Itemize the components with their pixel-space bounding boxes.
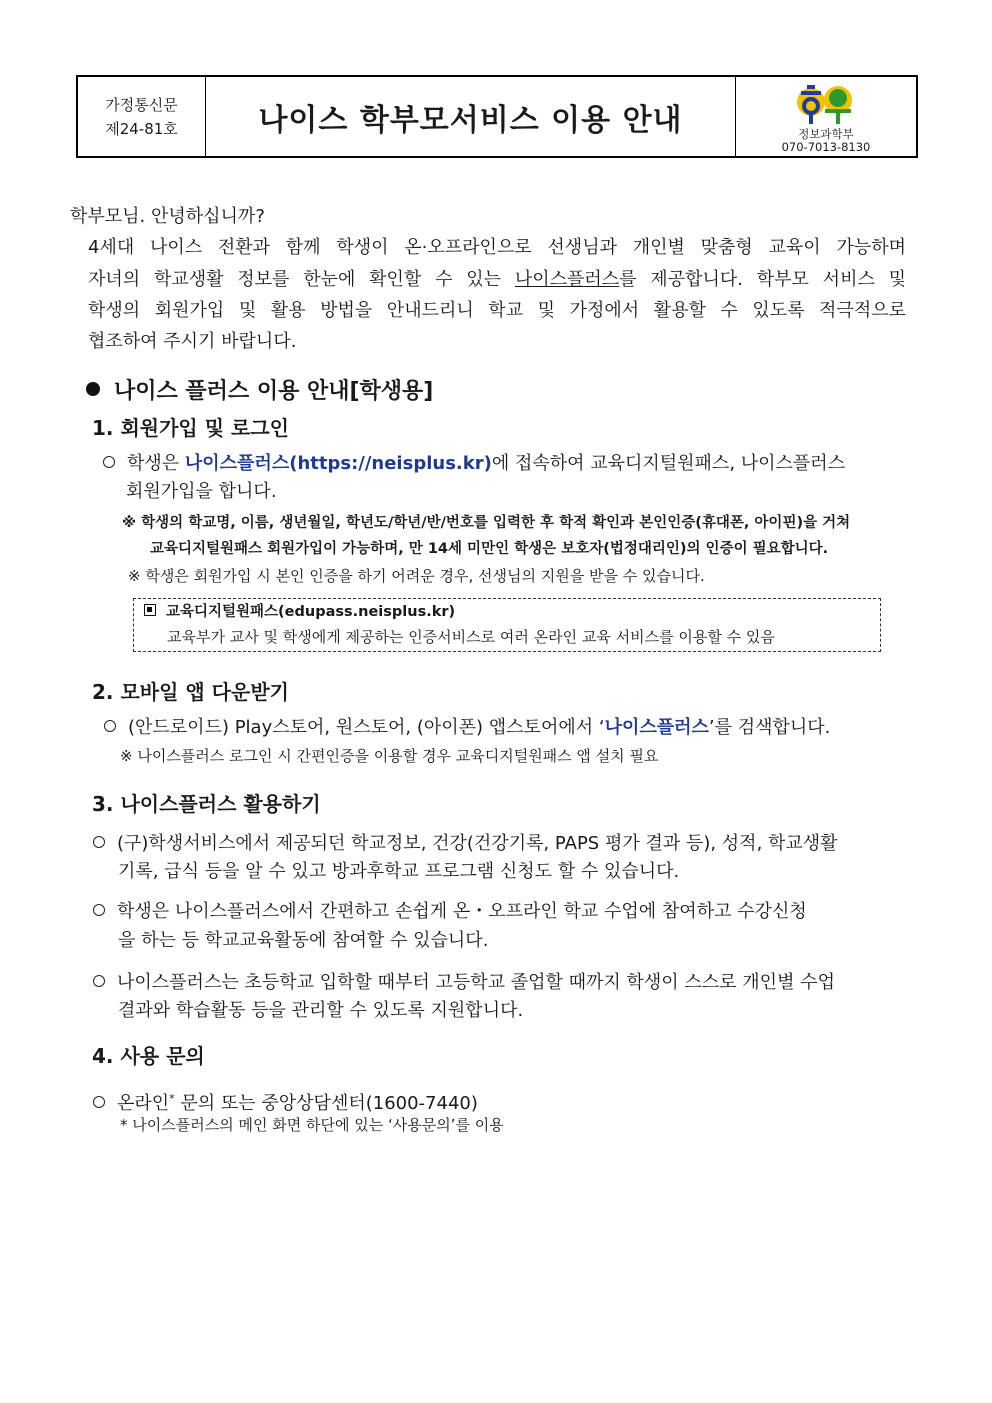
dept-info <box>736 77 916 156</box>
intro-line-2: 자녀의 학교생활 정보를 한눈에 확인할 수 있는 나이스플러스를 제공합니다. 학부모 서비스 및 <box>88 269 907 290</box>
issue-number: 제24-81호 <box>105 119 178 138</box>
neisplus-url-link[interactable]: 나이스플러스(https://neisplus.kr) <box>184 453 492 474</box>
neisplus-link[interactable]: 나이스플러스 <box>514 269 620 290</box>
section-4-heading: 4. 사용 문의 <box>92 1044 205 1068</box>
page-title: 나이스 학부모서비스 이용 안내 <box>206 77 736 156</box>
circle-bullet-icon <box>93 904 105 916</box>
section-1-bullet-line2: 회원가입을 합니다. <box>126 481 277 502</box>
school-logo-icon <box>793 82 859 128</box>
section-1-heading: 1. 회원가입 및 로그인 <box>92 416 289 440</box>
section-1-note-2: ※ 학생은 회원가입 시 본인 인증을 하기 어려운 경우, 선생님의 지원을 받을 수 있습니다. <box>128 567 705 585</box>
section-2-heading: 2. 모바일 앱 다운받기 <box>92 680 289 704</box>
section-3-heading: 3. 나이스플러스 활용하기 <box>92 792 321 816</box>
section-4-note: * 나이스플러스의 메인 화면 하단에 있는 ‘사용문의’를 이용 <box>120 1116 504 1134</box>
section-3-item-1-line2: 기록, 급식 등을 알 수 있고 방과후학교 프로그램 신청도 할 수 있습니다. <box>118 861 680 882</box>
circle-bullet-icon <box>93 1096 105 1108</box>
circle-bullet-icon <box>93 975 105 987</box>
circle-bullet-icon <box>103 456 115 468</box>
section-1-note-1: ※ 학생의 학교명, 이름, 생년월일, 학년도/학년/반/번호를 입력한 후 학적 확인과 본인인증(휴대폰, 아이핀)을 거쳐 <box>122 515 851 531</box>
greeting: 학부모님. 안녕하십니까? <box>70 206 265 227</box>
main-heading: 나이스 플러스 이용 안내[학생용] <box>86 374 433 405</box>
neisplus-search-term: 나이스플러스 <box>604 717 709 738</box>
square-bullet-icon <box>144 604 156 616</box>
section-1-bullet: 학생은 나이스플러스(https://neisplus.kr)에 접속하여 교육디지털원패스, 나이스플러스 <box>103 448 845 479</box>
bullet-dot-icon <box>86 382 100 396</box>
section-2-note: ※ 나이스플러스 로그인 시 간편인증을 이용할 경우 교육디지털원패스 앱 설치 필요 <box>120 747 659 765</box>
intro-line-1: 4세대 나이스 전환과 함께 학생이 온·오프라인으로 선생님과 개인별 맞춤형 교육이 가능하며 <box>88 237 906 258</box>
section-3-item-3: 나이스플러스는 초등학교 입학할 때부터 고등학교 졸업할 때까지 학생이 스스로 개인별 수업 <box>93 967 835 998</box>
section-3-item-2-line2: 을 하는 등 학교교육활동에 참여할 수 있습니다. <box>118 930 489 951</box>
section-3-item-3-line2: 결과와 학습활동 등을 관리할 수 있도록 지원합니다. <box>118 1000 524 1021</box>
dept-name: 정보과학부 <box>798 127 854 141</box>
section-3-item-1: (구)학생서비스에서 제공되던 학교정보, 건강(건강기록, PAPS 평가 결과 등), 성적, 학교생활 <box>93 828 838 859</box>
edupass-info-box <box>133 598 881 652</box>
edupass-desc: 교육부가 교사 및 학생에게 제공하는 인증서비스로 여러 온라인 교육 서비스를 이용할 수 있음 <box>167 628 775 646</box>
section-4-bullet: 온라인* 문의 또는 중앙상담센터(1600-7440) <box>93 1083 478 1119</box>
section-1-note-1-cont: 교육디지털원패스 회원가입이 가능하며, 만 14세 미만인 학생은 보호자(법정대리인)의 인증이 필요합니다. <box>150 541 829 557</box>
newsletter-label: 가정통신문 <box>105 95 178 114</box>
section-3-item-2: 학생은 나이스플러스에서 간편하고 손쉽게 온・오프라인 학교 수업에 참여하고 수강신청 <box>93 896 807 927</box>
intro-line-4: 협조하여 주시기 바랍니다. <box>88 331 297 352</box>
dept-phone: 070-7013-8130 <box>781 140 871 154</box>
circle-bullet-icon <box>104 720 116 732</box>
circle-bullet-icon <box>93 836 105 848</box>
section-2-bullet: (안드로이드) Play스토어, 원스토어, (아이폰) 앱스토어에서 ‘나이스플러스’를 검색합니다. <box>104 712 830 743</box>
header-box <box>76 75 918 158</box>
intro-line-3: 학생의 회원가입 및 활용 방법을 안내드리니 학교 및 가정에서 활용할 수 있도록 적극적으로 <box>88 300 906 321</box>
issue-info <box>78 77 206 156</box>
edupass-title: 교육디지털원패스(edupass.neisplus.kr) <box>144 599 455 625</box>
